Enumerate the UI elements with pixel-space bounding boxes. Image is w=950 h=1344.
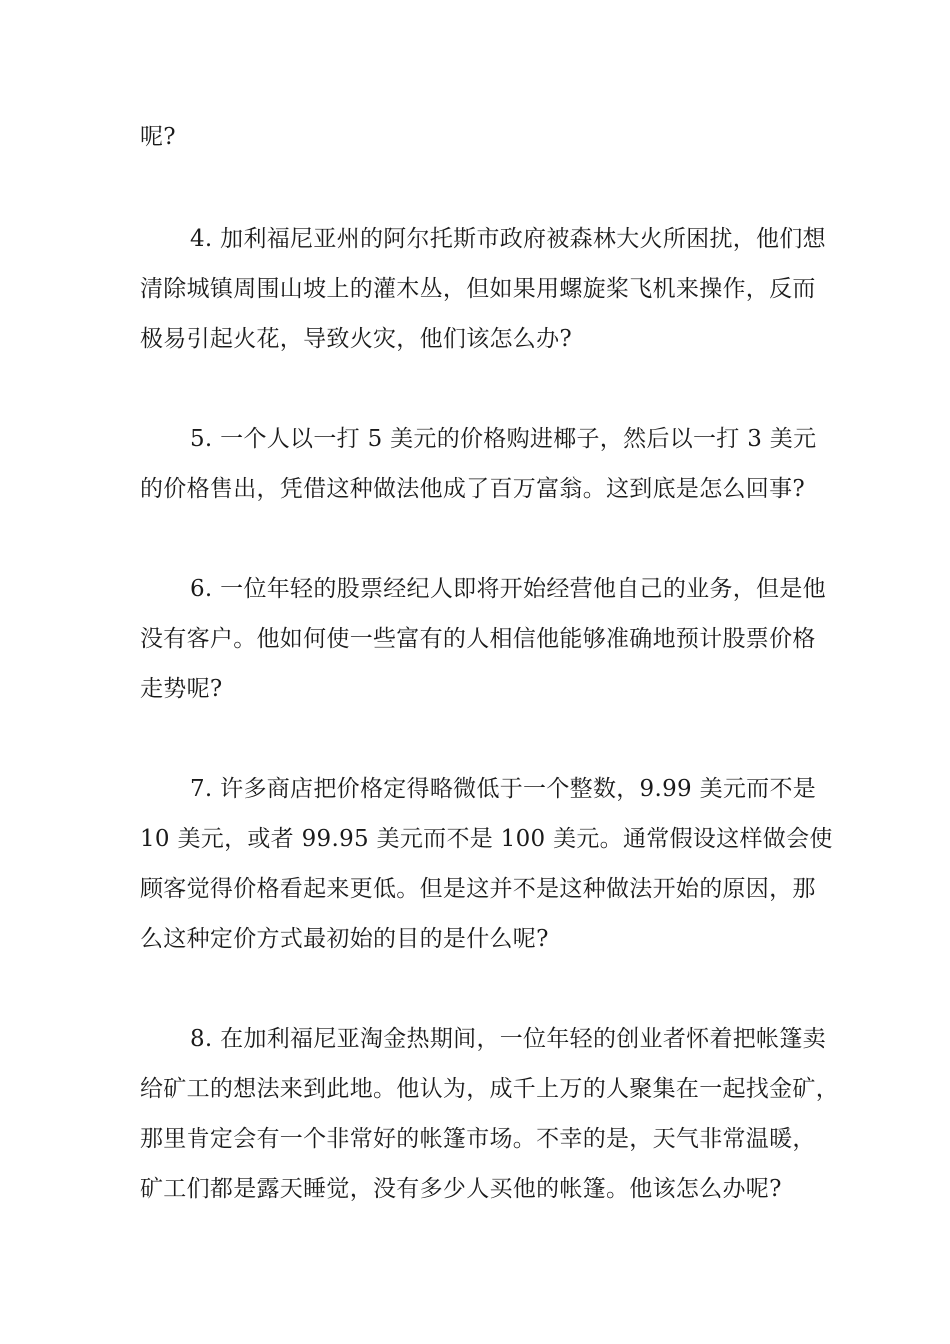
question-6-line: 没有客户。他如何使一些富有的人相信他能够准确地预计股票价格 [140, 626, 816, 652]
question-6-line: 走势呢? [140, 676, 223, 702]
question-8-line: 8. 在加利福尼亚淘金热期间，一位年轻的创业者怀着把帐篷卖 [190, 1026, 826, 1052]
question-5-line: 5. 一个人以一打 5 美元的价格购进椰子，然后以一打 3 美元 [190, 426, 817, 452]
question-5-line: 的价格售出，凭借这种做法他成了百万富翁。这到底是怎么回事? [140, 476, 806, 502]
question-7-line: 10 美元，或者 99.95 美元而不是 100 美元。通常假设这样做会使 [140, 826, 833, 852]
question-8-line: 矿工们都是露天睡觉，没有多少人买他的帐篷。他该怎么办呢? [140, 1176, 782, 1202]
question-6-line: 6. 一位年轻的股票经纪人即将开始经营他自己的业务，但是他 [190, 576, 826, 602]
question-4-line: 清除城镇周围山坡上的灌木丛，但如果用螺旋桨飞机来操作，反而 [140, 276, 816, 302]
question-7-line: 7. 许多商店把价格定得略微低于一个整数，9.99 美元而不是 [190, 776, 817, 802]
question-8-line: 那里肯定会有一个非常好的帐篷市场。不幸的是，天气非常温暖， [140, 1126, 816, 1152]
question-4-line: 4. 加利福尼亚州的阿尔托斯市政府被森林大火所困扰，他们想 [190, 226, 826, 252]
fragment-line: 呢? [140, 124, 176, 150]
question-8-line: 给矿工的想法来到此地。他认为，成千上万的人聚集在一起找金矿， [140, 1076, 839, 1102]
question-7-line: 顾客觉得价格看起来更低。但是这并不是这种做法开始的原因，那 [140, 876, 816, 902]
question-7-line: 么这种定价方式最初始的目的是什么呢? [140, 926, 549, 952]
question-4-line: 极易引起火花，导致火灾，他们该怎么办? [140, 326, 573, 352]
